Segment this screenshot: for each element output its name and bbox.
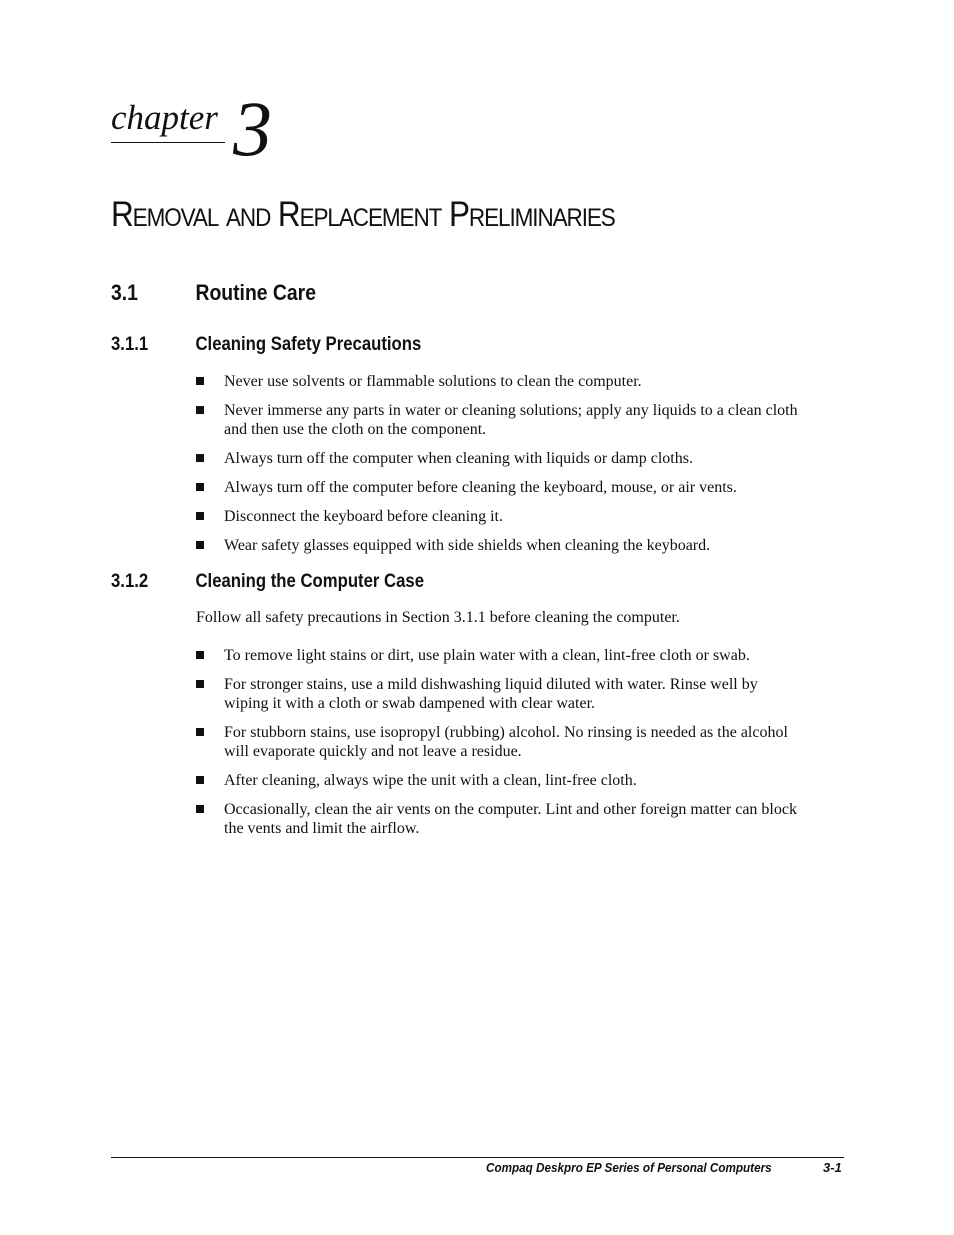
list-item: Wear safety glasses equipped with side shields when cleaning the keyboard. — [196, 536, 806, 555]
list-item: For stubborn stains, use isopropyl (rubbing) alcohol. No rinsing is needed as the alcohol will evaporate quickly and not leave a residue. — [196, 723, 806, 761]
square-bullet-icon — [196, 454, 204, 462]
square-bullet-icon — [196, 651, 204, 659]
list-item: After cleaning, always wipe the unit with a clean, lint-free cloth. — [196, 771, 806, 790]
square-bullet-icon — [196, 680, 204, 688]
square-bullet-icon — [196, 728, 204, 736]
list-item: Occasionally, clean the air vents on the computer. Lint and other foreign matter can block the vents and limit the airflow. — [196, 800, 806, 838]
case-cleaning-list — [196, 646, 806, 848]
list-item: Never use solvents or flammable solutions to clean the computer. — [196, 372, 806, 391]
list-item: To remove light stains or dirt, use plain water with a clean, lint-free cloth or swab. — [196, 646, 806, 665]
section-heading-3-1-1 — [111, 333, 421, 357]
list-item: Always turn off the computer when cleaning with liquids or damp cloths. — [196, 449, 806, 468]
square-bullet-icon — [196, 776, 204, 784]
list-item: Disconnect the keyboard before cleaning it. — [196, 507, 806, 526]
section-title: Cleaning the Computer Case — [195, 571, 425, 592]
square-bullet-icon — [196, 805, 204, 813]
list-item: Never immerse any parts in water or cleaning solutions; apply any liquids to a clean cloth and then use the cloth on the component. — [196, 401, 806, 439]
footer-page-number: 3-1 — [823, 1160, 842, 1175]
section-number: 3.1 — [111, 280, 138, 305]
section-title: Cleaning Safety Precautions — [195, 334, 422, 355]
safety-precautions-list — [196, 372, 806, 565]
square-bullet-icon — [196, 406, 204, 414]
chapter-label-underline — [111, 142, 225, 143]
section-number: 3.1.2 — [111, 571, 149, 592]
square-bullet-icon — [196, 377, 204, 385]
section-heading-3-1-2 — [111, 570, 424, 594]
chapter-label: chapter — [111, 98, 218, 137]
footer-rule — [111, 1157, 844, 1158]
list-item: For stronger stains, use a mild dishwashing liquid diluted with water. Rinse well by wiping it with a cloth or swab dampened with clear water. — [196, 675, 806, 713]
list-item: Always turn off the computer before cleaning the keyboard, mouse, or air vents. — [196, 478, 806, 497]
chapter-title: Removal and Replacement Preliminaries — [111, 195, 615, 234]
section-number: 3.1.1 — [111, 334, 149, 355]
footer-document-title: Compaq Deskpro EP Series of Personal Computers — [486, 1160, 772, 1175]
section-heading-3-1 — [111, 279, 316, 307]
section-intro-paragraph: Follow all safety precautions in Section 3.1.1 before cleaning the computer. — [196, 609, 680, 626]
square-bullet-icon — [196, 541, 204, 549]
chapter-number: 3 — [233, 85, 272, 172]
square-bullet-icon — [196, 483, 204, 491]
section-title: Routine Care — [195, 280, 316, 305]
square-bullet-icon — [196, 512, 204, 520]
